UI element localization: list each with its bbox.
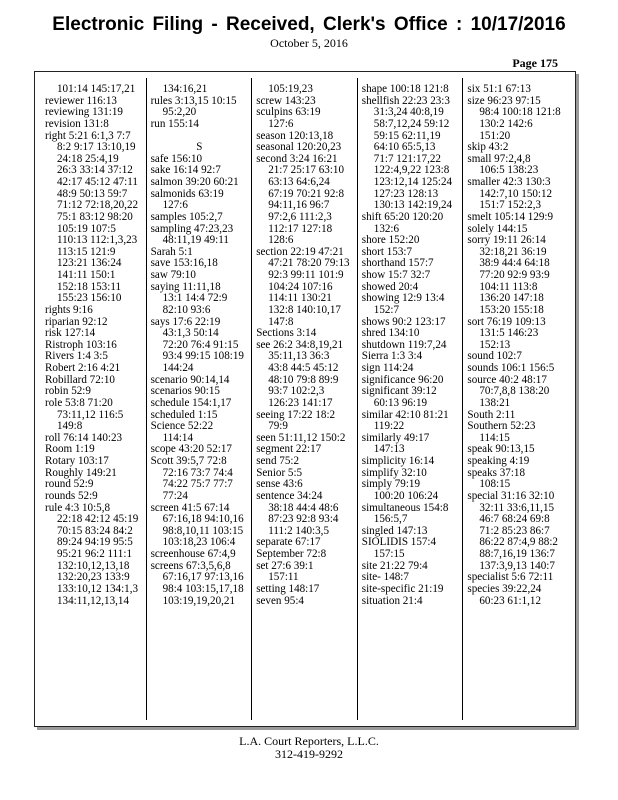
index-entry-continuation: 144:24 (162, 362, 194, 374)
index-entry: show 15:7 32:7 (361, 269, 431, 281)
section-letter: S (196, 141, 203, 154)
index-entry: Scott 39:5,7 72:8 (150, 455, 227, 467)
index-entry-continuation: 67:19 70:21 92:8 (268, 187, 344, 200)
index-entry: shellfish 22:23 23:3 (361, 94, 450, 107)
index-entry: revision 131:8 (45, 117, 109, 130)
index-entry: reviewing 131:19 (45, 106, 123, 119)
index-entry-continuation: 130:13 142:19,24 (373, 199, 453, 212)
index-entry: shutdown 119:7,24 (361, 338, 447, 351)
index-entry: September 72:8 (256, 548, 327, 560)
index-entry-continuation: 157:11 (268, 571, 299, 584)
index-entry: seven 95:4 (256, 594, 304, 607)
index-entry-continuation: 132:20,23 133:9 (57, 571, 130, 584)
index-column-5 (463, 78, 569, 720)
index-entry-continuation: 67:16,17 97:13,16 (162, 571, 244, 584)
index-entry: smelt 105:14 129:9 (467, 210, 554, 223)
index-entry-continuation: 104:11 113:8 (479, 280, 538, 293)
index-entry: risk 127:14 (45, 327, 96, 340)
index-entry: Robillard 72:10 (45, 373, 115, 386)
index-entry: schedule 154:1,17 (150, 396, 232, 409)
index-entry-continuation: 133:10,12 134:1,3 (57, 582, 139, 595)
index-entry: seen 51:11,12 150:2 (256, 431, 346, 444)
index-entry-continuation: 147:8 (268, 315, 294, 328)
index-entry-continuation: 105:19,23 (268, 83, 313, 95)
index-entry-continuation: 93:4 99:15 108:19 (162, 350, 244, 363)
index-entry: sounds 106:1 156:5 (467, 362, 555, 374)
index-entry-continuation: 77:24 (162, 489, 188, 502)
index-entry: sake 16:14 92:7 (150, 164, 221, 177)
index-entry-continuation: 112:17 127:18 (268, 222, 333, 235)
index-entry: saying 11:11,18 (150, 280, 221, 293)
index-entry: rule 4:3 10:5,8 (45, 501, 111, 514)
index-entry-continuation: 67:16,18 94:10,16 (162, 513, 244, 526)
index-entry-continuation: 64:10 65:5,13 (373, 141, 436, 154)
index-entry: segment 22:17 (256, 443, 322, 456)
index-entry: Ristroph 103:16 (45, 338, 117, 351)
index-entry-continuation: 79:9 (268, 420, 288, 433)
index-entry: short 153:7 (361, 245, 413, 258)
index-entry: seasonal 120:20,23 (256, 141, 342, 154)
index-entry-continuation: 72:20 76:4 91:15 (162, 338, 239, 351)
index-entry-continuation: 106:5 138:23 (479, 164, 539, 177)
index-entry: screenhouse 67:4,9 (150, 548, 236, 560)
index-entry-continuation: 70:7,8,8 138:20 (479, 385, 550, 398)
index-entry: speak 90:13,15 (467, 443, 535, 456)
index-entry-continuation: 48:11,19 49:11 (162, 234, 229, 247)
index-entry: Sections 3:14 (256, 327, 317, 340)
index-entry-continuation: 58:7,12,24 59:12 (373, 117, 450, 130)
index-entry-continuation: 46:7 68:24 69:8 (479, 513, 550, 526)
index-entry: shift 65:20 120:20 (361, 210, 444, 223)
index-entry-continuation: 128:6 (268, 234, 294, 247)
index-column-3 (252, 78, 358, 720)
index-entry-continuation: 130:2 142:6 (479, 117, 533, 130)
index-entry: season 120:13,18 (256, 129, 334, 142)
index-entry: screen 41:5 67:14 (150, 501, 230, 514)
index-entry: reviewer 116:13 (45, 94, 117, 107)
index-entry-continuation: 134:11,12,13,14 (57, 594, 130, 607)
index-entry: Southern 52:23 (467, 420, 536, 433)
index-entry: salmonids 63:19 (150, 187, 224, 200)
index-entry-continuation: 8:2 9:17 13:10,19 (57, 141, 136, 154)
index-entry: shore 152:20 (361, 234, 420, 247)
index-entry: showed 20:4 (361, 280, 419, 293)
index-entry-continuation: 86:22 87:4,9 88:2 (479, 536, 558, 549)
index-entry: shred 134:10 (361, 327, 420, 340)
index-entry: section 22:19 47:21 (256, 245, 344, 258)
index-entry-continuation: 74:22 75:7 77:7 (162, 478, 233, 491)
index-entry-continuation: 95:21 96:2 111:1 (57, 548, 132, 560)
index-entry: sort 76:19 109:13 (467, 315, 546, 328)
index-entry: site- 148:7 (361, 571, 409, 584)
index-entry: similarly 49:17 (361, 431, 430, 444)
index-entry-continuation: 43:8 44:5 45:12 (268, 362, 339, 374)
index-entry-continuation: 43:1,3 50:14 (162, 327, 219, 340)
index-entry: simultaneous 154:8 (361, 501, 449, 514)
index-entry: says 17:6 22:19 (150, 315, 221, 328)
index-entry: separate 67:17 (256, 536, 321, 549)
index-entry: shorthand 157:7 (361, 257, 434, 270)
index-entry: specialist 5:6 72:11 (467, 571, 554, 584)
index-entry-continuation: 132:10,12,13,18 (57, 559, 130, 572)
index-entry: sense 43:6 (256, 478, 303, 491)
index-entry-continuation: 87:23 92:8 93:4 (268, 513, 339, 526)
index-column-1 (41, 78, 147, 720)
index-entry: SIOLIDIS 157:4 (361, 536, 437, 549)
index-entry-continuation: 38:9 44:4 64:18 (479, 257, 550, 270)
index-entry: see 26:2 34:8,19,21 (256, 338, 344, 351)
index-entry-continuation: 94:11,16 96:7 (268, 199, 330, 212)
index-entry-continuation: 151:7 152:2,3 (479, 199, 542, 212)
index-entry-continuation: 32:18,21 36:19 (479, 245, 547, 258)
index-entry: simplify 32:10 (361, 466, 427, 479)
index-entry-continuation: 48:9 50:13 59:7 (57, 187, 128, 200)
index-column-4 (358, 78, 464, 720)
index-entry-continuation: 60:23 61:1,12 (479, 594, 542, 607)
index-entry-continuation: 42:17 45:12 47:11 (57, 176, 138, 188)
index-entry-continuation: 152:18 153:11 (57, 280, 121, 293)
index-entry-continuation: 88:7,16,19 136:7 (479, 548, 555, 560)
index-entry: sentence 34:24 (256, 489, 323, 502)
index-entry-continuation: 114:11 130:21 (268, 292, 332, 305)
index-entry: situation 21:4 (361, 594, 423, 607)
footer-phone: 312-419-9292 (275, 747, 343, 761)
index-entry: site-specific 21:19 (361, 582, 444, 595)
index-entry: sculpins 63:19 (256, 106, 321, 119)
index-entry-continuation: 134:16,21 (162, 83, 208, 95)
index-entry: similar 42:10 81:21 (361, 408, 449, 421)
index-entry: round 52:9 (45, 478, 94, 491)
index-entry: showing 12:9 13:4 (361, 292, 445, 305)
index-entry: rights 9:16 (45, 303, 93, 316)
index-entry-continuation: 127:6 (162, 199, 188, 212)
index-entry-continuation: 77:20 92:9 93:9 (479, 269, 550, 281)
index-entry-continuation: 82:10 93:6 (162, 303, 211, 316)
index-entry: salmon 39:20 60:21 (150, 176, 239, 188)
index-entry: skip 43:2 (467, 141, 509, 154)
index-entry: smaller 42:3 130:3 (467, 176, 551, 188)
index-entry: Room 1:19 (45, 443, 95, 456)
index-entry: species 39:22,24 (467, 582, 542, 595)
index-entry: site 21:22 79:4 (361, 559, 428, 572)
index-entry-continuation: 95:2,20 (162, 106, 197, 119)
index-entry-continuation: 110:13 112:1,3,23 (57, 234, 138, 247)
index-entry-continuation: 89:24 94:19 95:5 (57, 536, 133, 549)
index-entry-continuation: 24:18 25:4,19 (57, 152, 119, 165)
index-entry: source 40:2 48:17 (467, 373, 547, 386)
page-number: Page 175 (512, 56, 558, 70)
index-entry-continuation: 126:23 141:17 (268, 396, 333, 409)
index-entry: six 51:1 67:13 (467, 83, 531, 95)
index-entry: run 155:14 (150, 117, 199, 130)
index-entry-continuation: 97:2,6 111:2,3 (268, 210, 332, 223)
index-entry-continuation: 105:19 107:5 (57, 222, 116, 235)
index-entry-continuation: 31:3,24 40:8,19 (373, 106, 444, 119)
index-entry: screens 67:3,5,6,8 (150, 559, 231, 572)
index-entry-continuation: 122:4,9,22 123:8 (373, 164, 450, 177)
index-entry-continuation: 114:15 (479, 431, 510, 444)
index-entry: Sierra 1:3 3:4 (361, 350, 423, 363)
index-entry: rounds 52:9 (45, 489, 98, 502)
index-entry-continuation: 151:20 (479, 129, 511, 142)
index-entry: sorry 19:11 26:14 (467, 234, 546, 247)
index-entry: size 96:23 97:15 (467, 94, 541, 107)
index-entry-continuation: 59:15 62:11,19 (373, 129, 441, 142)
index-entry-continuation: 137:3,9,13 140:7 (479, 559, 555, 572)
index-entry: solely 144:15 (467, 222, 528, 235)
index-entry: save 153:16,18 (150, 257, 218, 270)
footer-company: L.A. Court Reporters, L.L.C. (239, 734, 379, 748)
index-entry: set 27:6 39:1 (256, 559, 314, 572)
index-entry-continuation: 93:7 102:2,3 (268, 385, 325, 398)
index-entry: significant 39:12 (361, 385, 437, 398)
index-entry: scenarios 90:15 (150, 385, 220, 398)
index-entry-continuation: 131:5 146:23 (479, 327, 539, 340)
index-entry: Sarah 5:1 (150, 245, 193, 258)
index-entry-continuation: 98:4 100:18 121:8 (479, 106, 561, 119)
index-entry: simplicity 16:14 (361, 455, 435, 467)
index-entry-continuation: 100:20 106:24 (373, 489, 439, 502)
index-entry: right 5:21 6:1,3 7:7 (45, 129, 131, 142)
index-entry-continuation: 72:16 73:7 74:4 (162, 466, 233, 479)
index-entry: second 3:24 16:21 (256, 152, 338, 165)
index-entry-continuation: 70:15 83:24 84:2 (57, 524, 133, 537)
index-entry: special 31:16 32:10 (467, 489, 555, 502)
index-entry-continuation: 149:8 (57, 420, 83, 433)
index-entry-continuation: 113:15 121:9 (57, 245, 116, 258)
index-entry-continuation: 132:6 (373, 222, 400, 235)
index-entry-continuation: 26:3 33:14 37:12 (57, 164, 133, 177)
index-entry: roll 76:14 140:23 (45, 431, 123, 444)
index-entry: speaking 4:19 (467, 455, 530, 467)
index-entry: sampling 47:23,23 (150, 222, 234, 235)
index-entry-continuation: 103:18,23 106:4 (162, 536, 236, 549)
index-entry: shape 100:18 121:8 (361, 83, 449, 95)
index-entry: robin 52:9 (45, 385, 91, 398)
index-entry-continuation: 60:13 96:19 (373, 396, 428, 409)
index-entry: simply 79:19 (361, 478, 421, 491)
index-entry-continuation: 104:24 107:16 (268, 280, 333, 293)
index-column-2 (147, 78, 253, 720)
index-entry-continuation: 71:12 72:18,20,22 (57, 199, 139, 212)
index-entry-continuation: 71:7 121:17,22 (373, 152, 441, 165)
index-entry: saw 79:10 (150, 269, 196, 281)
index-entry-continuation: 103:19,19,20,21 (162, 594, 236, 607)
index-entry: send 75:2 (256, 455, 300, 467)
index-entry: scenario 90:14,14 (150, 373, 230, 386)
index-entry-continuation: 157:15 (373, 548, 405, 560)
index-entry: role 53:8 71:20 (45, 396, 113, 409)
index-entry-continuation: 119:22 (373, 420, 405, 433)
index-entry: speaks 37:18 (467, 466, 525, 479)
index-entry-continuation: 35:11,13 36:3 (268, 350, 330, 363)
index-entry-continuation: 152:7 (373, 303, 400, 316)
index-entry-continuation: 101:14 145:17,21 (57, 83, 136, 95)
index-entry: Roughly 149:21 (45, 466, 117, 479)
index-entry-continuation: 141:11 150:1 (57, 269, 116, 281)
index-entry-continuation: 156:5,7 (373, 513, 408, 526)
index-entry-continuation: 127:23 128:13 (373, 187, 439, 200)
index-entry-continuation: 48:10 79:8 89:9 (268, 373, 339, 386)
index-entry: singled 147:13 (361, 524, 428, 537)
index-entry: samples 105:2,7 (150, 210, 223, 223)
index-entry-continuation: 92:3 99:11 101:9 (268, 269, 344, 281)
index-entry-continuation: 73:11,12 116:5 (57, 408, 124, 421)
index-entry-continuation: 47:21 78:20 79:13 (268, 257, 350, 270)
index-entry-continuation: 108:15 (479, 478, 511, 491)
index-entry-continuation: 152:13 (479, 338, 511, 351)
index-entry-continuation: 32:11 33:6,11,15 (479, 501, 555, 514)
index-frame (34, 71, 576, 727)
index-entry-continuation: 38:18 44:4 48:6 (268, 501, 339, 514)
index-entry: Science 52:22 (150, 420, 214, 433)
index-entry-continuation: 63:13 64:6,24 (268, 176, 330, 188)
index-entry-continuation: 123:21 136:24 (57, 257, 122, 270)
header-date: October 5, 2016 (270, 36, 348, 50)
index-entry: significance 96:20 (361, 373, 444, 386)
index-entry: South 2:11 (467, 408, 516, 421)
index-entry-continuation: 114:14 (162, 431, 193, 444)
index-entry-continuation: 147:13 (373, 443, 405, 456)
index-entry-continuation: 132:8 140:10,17 (268, 303, 341, 316)
index-entry: safe 156:10 (150, 152, 203, 165)
index-entry: small 97:2,4,8 (467, 152, 531, 165)
index-entry-continuation: 98:8,10,11 103:15 (162, 524, 244, 537)
index-entry-continuation: 13:1 14:4 72:9 (162, 292, 228, 305)
index-entry-continuation: 127:6 (268, 117, 294, 130)
index-entry: scope 43:20 52:17 (150, 443, 232, 456)
index-entry-continuation: 136:20 147:18 (479, 292, 544, 305)
index-entry: Rotary 103:17 (45, 455, 109, 467)
index-entry-continuation: 153:20 155:18 (479, 303, 544, 316)
index-entry: Rivers 1:4 3:5 (45, 350, 108, 363)
index-entry: seeing 17:22 18:2 (256, 408, 336, 421)
index-entry: rules 3:13,15 10:15 (150, 94, 237, 107)
index-entry: sign 114:24 (361, 362, 414, 374)
index-entry: riparian 92:12 (45, 315, 108, 328)
index-entry-continuation: 22:18 42:12 45:19 (57, 513, 139, 526)
index-entry-continuation: 123:12,14 125:24 (373, 176, 453, 188)
index-entry: scheduled 1:15 (150, 408, 218, 421)
index-entry: setting 148:17 (256, 582, 320, 595)
index-columns (41, 78, 569, 720)
index-entry: screw 143:23 (256, 94, 316, 107)
index-entry: Senior 5:5 (256, 466, 303, 479)
index-entry-continuation: 111:2 140:3,5 (268, 524, 329, 537)
index-entry-continuation: 21:7 25:17 63:10 (268, 164, 344, 177)
index-entry-continuation: 71:2 85:23 86:7 (479, 524, 550, 537)
index-entry-continuation: 155:23 156:10 (57, 292, 122, 305)
header-title: Electronic Filing - Received, Clerk's Office : 10/17/2016 (52, 14, 566, 35)
index-entry-continuation: 98:4 103:15,17,18 (162, 582, 244, 595)
index-entry-continuation: 142:7,10 150:12 (479, 187, 553, 200)
index-entry: sound 102:7 (467, 350, 522, 363)
index-entry: shows 90:2 123:17 (361, 315, 446, 328)
index-entry: Robert 2:16 4:21 (45, 362, 121, 374)
index-entry-continuation: 138:21 (479, 396, 511, 409)
index-entry-continuation: 75:1 83:12 98:20 (57, 210, 133, 223)
